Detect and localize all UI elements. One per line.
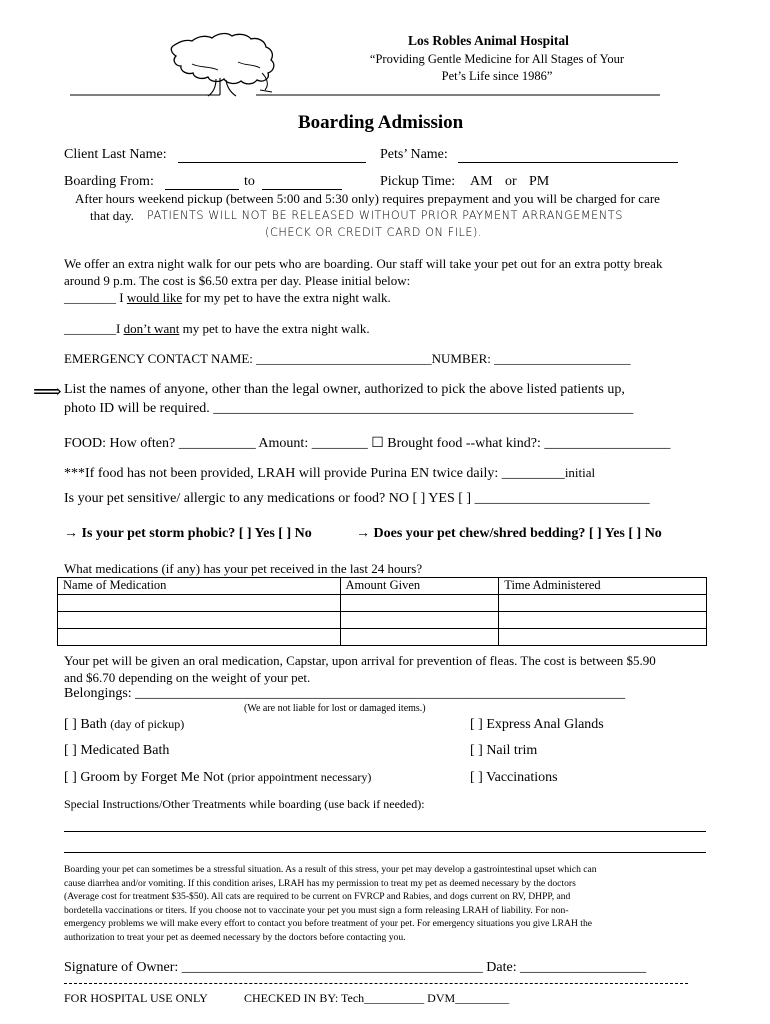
groom-option[interactable] [64,770,371,786]
night-walk-line-1: We offer an extra night walk for our pets who are boarding. Our staff will take your pet out for an extra potty break [64,256,663,271]
purina-initial-label: initial [564,465,596,480]
pickup-am-option[interactable]: AM [470,174,493,189]
header-medication-name: Name of Medication [58,578,341,595]
allergy-field[interactable]: Is your pet sensitive/ allergic to any medications or food? NO [ ] YES [ ] _________________________ [64,491,650,506]
capstar-line-1: Your pet will be given an oral medication, Capstar, upon arrival for prevention of fleas. The cost is between $5.90 [64,653,656,668]
hospital-name: Los Robles Animal Hospital [408,33,569,48]
disclaimer-line-1: Boarding your pet can sometimes be a stressful situation. As a result of this stress, your pet may develop a gastrointestinal upset which can [64,864,597,875]
arrow-icon: ⟹ [33,381,62,403]
bath-note: (day of pickup) [110,717,185,731]
table-row [58,595,707,612]
bath-label: [ ] Bath [64,717,107,732]
night-walk-line-2: around 9 p.m. The cost is $6.50 extra per day. Please initial below: [64,273,411,288]
authorized-pickup-field[interactable]: photo ID will be required. ____________________________________________________________ [64,401,634,416]
pets-name-field[interactable] [458,162,678,163]
capstar-line-2: and $6.70 depending on the weight of your pet. [64,670,311,685]
emergency-contact-field[interactable]: EMERGENCY CONTACT NAME: ___________________________NUMBER: _____________________ [64,351,631,366]
time-administered-cell[interactable] [499,629,707,646]
medication-name-cell[interactable] [58,595,341,612]
night-walk-dont-want-option[interactable] [64,321,370,337]
dont-want-rest: my pet to have the extra night walk. [182,321,370,336]
owner-signature-field[interactable]: Signature of Owner: ___________________________________________ Date: __________________ [64,960,647,975]
medicated-bath-option[interactable]: [ ] Medicated Bath [64,743,170,758]
special-instructions-label: Special Instructions/Other Treatments while boarding (use back if needed): [64,797,425,811]
disclaimer-line-5: emergency problems we will make every effort to contact you before treatment of your pet. For emergency situations you give LRAH the [64,918,593,930]
table-row [58,612,707,629]
purina-notice[interactable] [64,465,595,482]
table-row [58,629,707,646]
form-title: Boarding Admission [298,112,464,133]
disclaimer-line-3: (Average cost for treatment $35-$50). All cats are required to be current on FVRCP and Rabies, and dogs current on RV, DHPP, and [64,891,571,903]
pickup-pm-option[interactable]: PM [529,174,550,189]
hospital-tagline [352,51,642,85]
dont-want-text: don’t want [123,321,180,336]
amount-given-cell[interactable] [340,612,499,629]
anal-glands-option[interactable]: [ ] Express Anal Glands [470,717,604,732]
night-walk-would-like-option[interactable] [64,290,391,306]
vaccinations-option[interactable]: [ ] Vaccinations [470,770,558,785]
payment-warning-line-2: (CHECK OR CREDIT CARD ON FILE). [265,226,483,239]
bath-option[interactable] [64,717,184,733]
groom-note: (prior appointment necessary) [227,770,372,784]
weekend-notice-line-1: After hours weekend pickup (between 5:00 and 5:30 only) requires prepayment and you will be charged for care [75,191,660,206]
hospital-use-label: FOR HOSPITAL USE ONLY [64,991,208,1005]
purina-text: ***If food has not been provided, LRAH will provide Purina EN twice daily: _________ [64,466,565,481]
would-like-rest: for my pet to have the extra night walk. [185,290,391,305]
client-last-name-label: Client Last Name: [64,147,167,162]
would-like-text: would like [126,290,183,305]
nail-trim-option[interactable]: [ ] Nail trim [470,743,538,758]
pickup-time-label: Pickup Time: [380,174,456,189]
pets-name-label: Pets’ Name: [380,147,448,162]
disclaimer-line-4: bordetella vaccinations or titers. If you choose not to vaccinate your pet you must sign a form releasing LRAH of liability. For non- [64,904,569,916]
time-administered-cell[interactable] [499,595,707,612]
medications-table [57,577,707,646]
weekend-notice-prefix: that day. [90,208,134,223]
disclaimer-paragraph [64,863,714,945]
medications-question: What medications (if any) has your pet received in the last 24 hours? [64,561,423,576]
time-administered-cell[interactable] [499,612,707,629]
disclaimer-line-6: authorization to treat your pet as deemed necessary by the doctors before contacting you. [64,931,406,943]
pickup-or-text: or [505,174,517,189]
amount-given-cell[interactable] [340,595,499,612]
belongings-field[interactable]: Belongings: ______________________________________________________________________ [64,686,626,701]
authorized-pickup-line-1: List the names of anyone, other than the legal owner, authorized to pick the above listed patients up, [64,382,625,397]
medication-name-cell[interactable] [58,612,341,629]
amount-given-cell[interactable] [340,629,499,646]
boarding-to-label: to [244,174,255,189]
groom-label: [ ] Groom by Forget Me Not [64,770,224,785]
checked-in-by-field[interactable]: CHECKED IN BY: Tech__________ DVM_________ [244,991,510,1005]
boarding-to-field[interactable] [262,189,342,190]
tagline-line-1: “Providing Gentle Medicine for All Stages of Your [369,52,625,66]
food-field[interactable]: FOOD: How often? ___________ Amount: ________ ☐ Brought food --what kind?: __________________ [64,436,671,451]
disclaimer-line-2: cause diarrhea and/or vomiting. If this condition arises, LRAH has my permission to treat my pet as deemed necessary by the doctors [64,877,576,889]
special-instructions-line-1[interactable] [64,831,706,832]
header-time-administered: Time Administered [499,578,707,595]
chew-bedding-question[interactable]: → Does your pet chew/shred bedding? [ ] Yes [ ] No [356,526,662,541]
storm-phobic-question[interactable]: → Is your pet storm phobic? [ ] Yes [ ] No [64,526,312,541]
header-amount-given: Amount Given [340,578,499,595]
special-instructions-line-2[interactable] [64,852,706,853]
payment-warning-line-1: PATIENTS WILL NOT BE RELEASED WITHOUT PRIOR PAYMENT ARRANGEMENTS [147,209,623,222]
hospital-use-divider [64,983,688,984]
initial-blank: ________I [64,321,121,336]
boarding-from-label: Boarding From: [64,174,154,189]
tagline-line-2: Pet’s Life since 1986” [441,69,553,83]
table-header-row [58,578,707,595]
medication-name-cell[interactable] [58,629,341,646]
belongings-liability-note: (We are not liable for lost or damaged items.) [244,703,426,714]
initial-blank: ________ I [64,290,124,305]
client-last-name-field[interactable] [178,162,366,163]
boarding-from-field[interactable] [165,189,239,190]
